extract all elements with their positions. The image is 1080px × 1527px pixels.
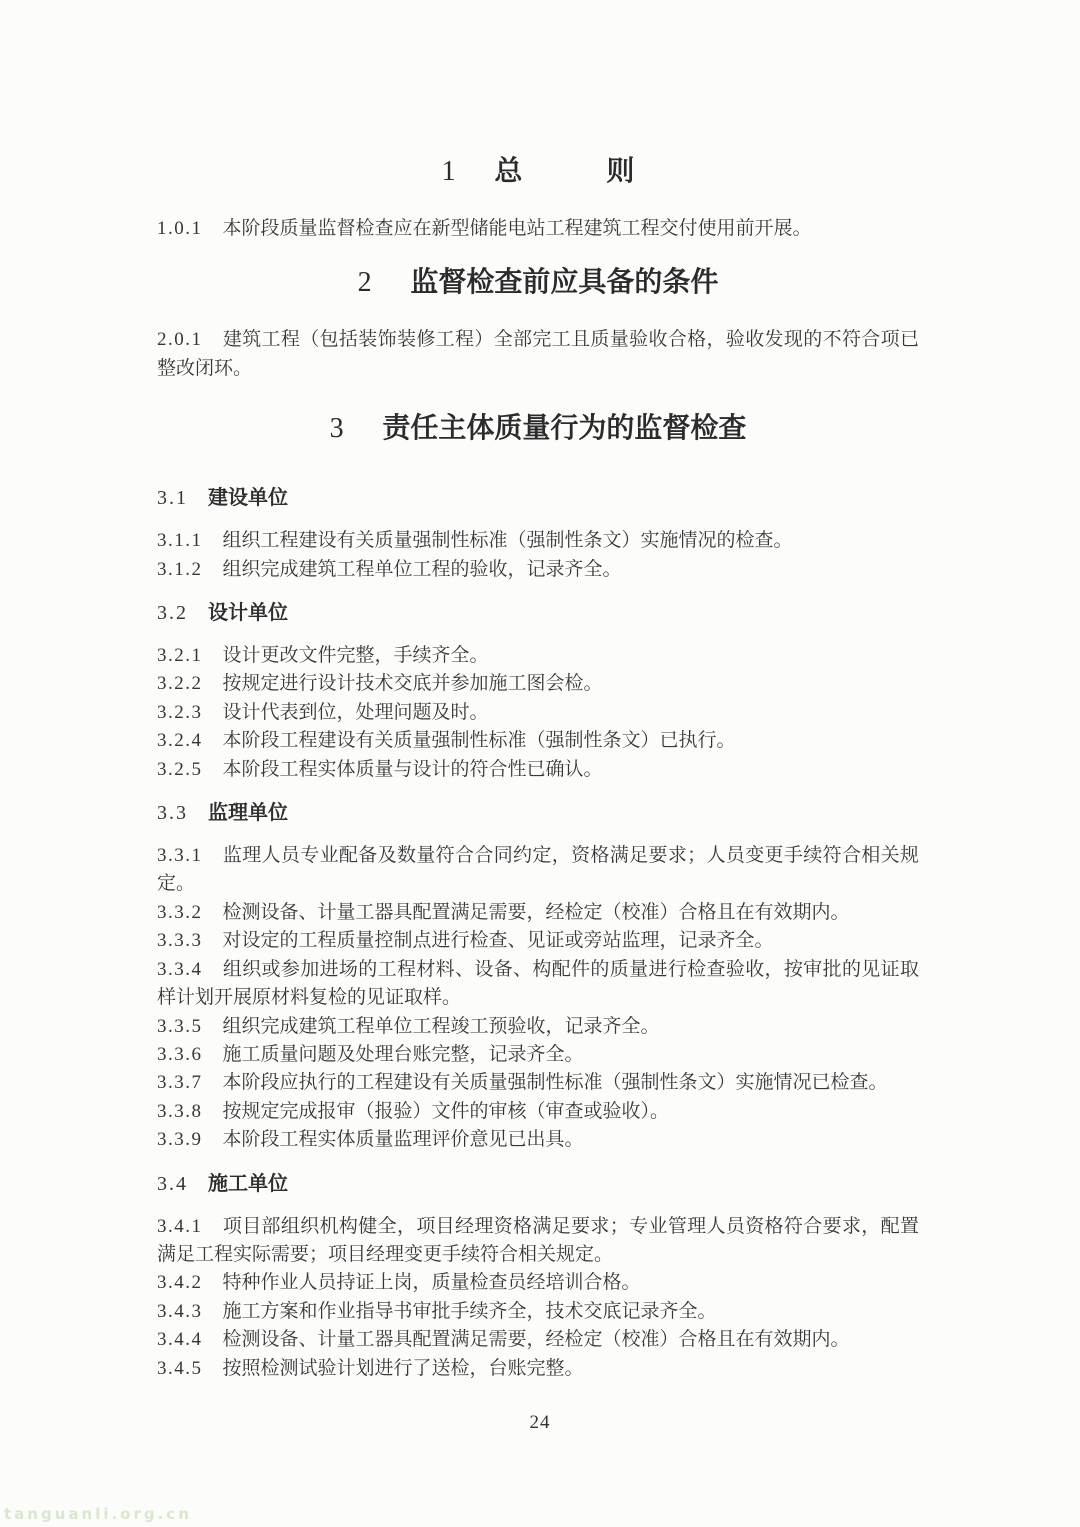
clause-text: 本阶段工程建设有关质量强制性标准（强制性条文）已执行。: [222, 730, 736, 752]
clause-text: 项目部组织机构健全，项目经理资格满足要求；专业管理人员资格符合要求，配置满足工程实际需要；项目经理变更手续符合相关规定。: [157, 1215, 919, 1265]
section-title: 监理单位: [208, 802, 288, 825]
clause-number: 3.3.5: [157, 1015, 203, 1037]
clause-3-3-7: [157, 1069, 919, 1097]
clause-text: 本阶段工程实体质量监理评价意见已出具。: [222, 1129, 584, 1151]
chapter-3-heading: [157, 409, 919, 448]
clause-3-4-5: [157, 1355, 919, 1383]
clause-3-4-1: [157, 1213, 919, 1270]
clause-number: 3.3.4: [157, 958, 203, 980]
clause-text: 组织工程建设有关质量强制性标准（强制性条文）实施情况的检查。: [222, 530, 793, 552]
clause-number: 3.4.5: [157, 1357, 203, 1379]
chapter-2-number: 2: [357, 267, 373, 299]
section-number: 3.1: [157, 487, 188, 510]
section-3-4-heading: [157, 1170, 919, 1198]
clause-3-3-6: [157, 1041, 919, 1069]
clause-text: 检测设备、计量工器具配置满足需要，经检定（校准）合格且在有效期内。: [222, 901, 850, 923]
clause-number: 3.2.5: [157, 758, 203, 780]
chapter-1-number: 1: [441, 156, 457, 187]
clause-3-2-1: [157, 642, 919, 670]
clause-number: 3.3.3: [157, 930, 203, 952]
clause-3-4-3: [157, 1298, 919, 1326]
clause-text: 设计更改文件完整，手续齐全。: [222, 645, 489, 667]
chapter-1-heading: [157, 152, 919, 191]
chapter-3-title: 责任主体质量行为的监督检查: [382, 412, 747, 444]
clause-number: 1.0.1: [157, 218, 203, 239]
clause-text: 按规定进行设计技术交底并参加施工图会检。: [222, 673, 603, 695]
clause-3-3-1: [157, 842, 919, 899]
section-3-3-heading: [157, 799, 919, 827]
clause-number: 3.4.1: [157, 1215, 203, 1237]
chapter-3-number: 3: [329, 413, 345, 445]
clause-3-3-5: [157, 1013, 919, 1041]
clause-text: 特种作业人员持证上岗，质量检查员经培训合格。: [222, 1272, 641, 1294]
clause-3-2-2: [157, 670, 919, 698]
clause-text: 本阶段工程实体质量与设计的符合性已确认。: [222, 758, 603, 780]
section-number: 3.3: [157, 802, 188, 825]
clause-number: 3.3.9: [157, 1129, 203, 1151]
section-3-2-heading: [157, 599, 919, 627]
clause-number: 3.3.7: [157, 1072, 203, 1094]
clause-number: 3.4.4: [157, 1329, 203, 1351]
clause-number: 3.4.3: [157, 1300, 203, 1322]
clause-number: 3.1.2: [157, 558, 203, 580]
clause-3-3-8: [157, 1098, 919, 1126]
clause-text: 组织完成建筑工程单位工程竣工预验收，记录齐全。: [222, 1015, 660, 1037]
clause-text: 对设定的工程质量控制点进行检查、见证或旁站监理，记录齐全。: [222, 930, 774, 952]
clause-3-3-2: [157, 899, 919, 927]
clause-number: 3.2.2: [157, 673, 203, 695]
clause-3-3-4: [157, 956, 919, 1013]
page-number: 24: [529, 1412, 551, 1433]
chapter-2-title: 监督检查前应具备的条件: [410, 266, 719, 298]
clause-number: 3.2.3: [157, 701, 203, 723]
clause-number: 3.3.6: [157, 1043, 203, 1065]
clause-3-2-4: [157, 727, 919, 755]
clause-number: 3.2.1: [157, 645, 203, 667]
section-number: 3.4: [157, 1172, 188, 1195]
clause-text: 本阶段质量监督检查应在新型储能电站工程建筑工程交付使用前开展。: [222, 218, 812, 239]
clause-1-0-1: [157, 215, 919, 243]
clause-number: 3.1.1: [157, 530, 203, 552]
clause-text: 按规定完成报审（报验）文件的审核（审查或验收）。: [222, 1100, 670, 1122]
clause-number: 2.0.1: [157, 329, 203, 351]
clause-3-2-5: [157, 756, 919, 784]
watermark: tanguanli.org.cn: [4, 1505, 192, 1523]
clause-text: 组织完成建筑工程单位工程的验收，记录齐全。: [222, 558, 622, 580]
clause-text: 监理人员专业配备及数量符合合同约定，资格满足要求；人员变更手续符合相关规定。: [157, 845, 919, 895]
chapter-2-heading: [157, 263, 919, 302]
section-title: 施工单位: [208, 1172, 288, 1195]
clause-number: 3.2.4: [157, 730, 203, 752]
section-title: 建设单位: [208, 487, 288, 510]
clause-text: 本阶段应执行的工程建设有关质量强制性标准（强制性条文）实施情况已检查。: [222, 1072, 888, 1094]
clause-2-0-1: [157, 326, 919, 383]
clause-number: 3.3.2: [157, 901, 203, 923]
clause-3-1-2: [157, 556, 919, 584]
chapter-1-title: 总 则: [494, 155, 635, 186]
clause-text: 设计代表到位，处理问题及时。: [222, 701, 489, 723]
clause-3-4-2: [157, 1269, 919, 1297]
clause-3-2-3: [157, 699, 919, 727]
section-3-1-heading: [157, 484, 919, 512]
clause-3-4-4: [157, 1326, 919, 1354]
clause-text: 按照检测试验计划进行了送检，台账完整。: [222, 1357, 584, 1379]
clause-text: 施工方案和作业指导书审批手续齐全，技术交底记录齐全。: [222, 1300, 717, 1322]
clause-number: 3.3.8: [157, 1100, 203, 1122]
clause-text: 施工质量问题及处理台账完整，记录齐全。: [222, 1043, 584, 1065]
section-title: 设计单位: [208, 602, 288, 625]
clause-text: 检测设备、计量工器具配置满足需要，经检定（校准）合格且在有效期内。: [222, 1329, 850, 1351]
clause-3-3-3: [157, 927, 919, 955]
clause-number: 3.3.1: [157, 845, 203, 867]
clause-text: 组织或参加进场的工程材料、设备、构配件的质量进行检查验收，按审批的见证取样计划开展原材料复检的见证取样。: [157, 958, 919, 1009]
section-number: 3.2: [157, 602, 188, 625]
clause-3-3-9: [157, 1126, 919, 1154]
clause-text: 建筑工程（包括装饰装修工程）全部完工且质量验收合格，验收发现的不符合项已整改闭环。: [157, 329, 919, 379]
clause-3-1-1: [157, 527, 919, 555]
clause-number: 3.4.2: [157, 1272, 203, 1294]
